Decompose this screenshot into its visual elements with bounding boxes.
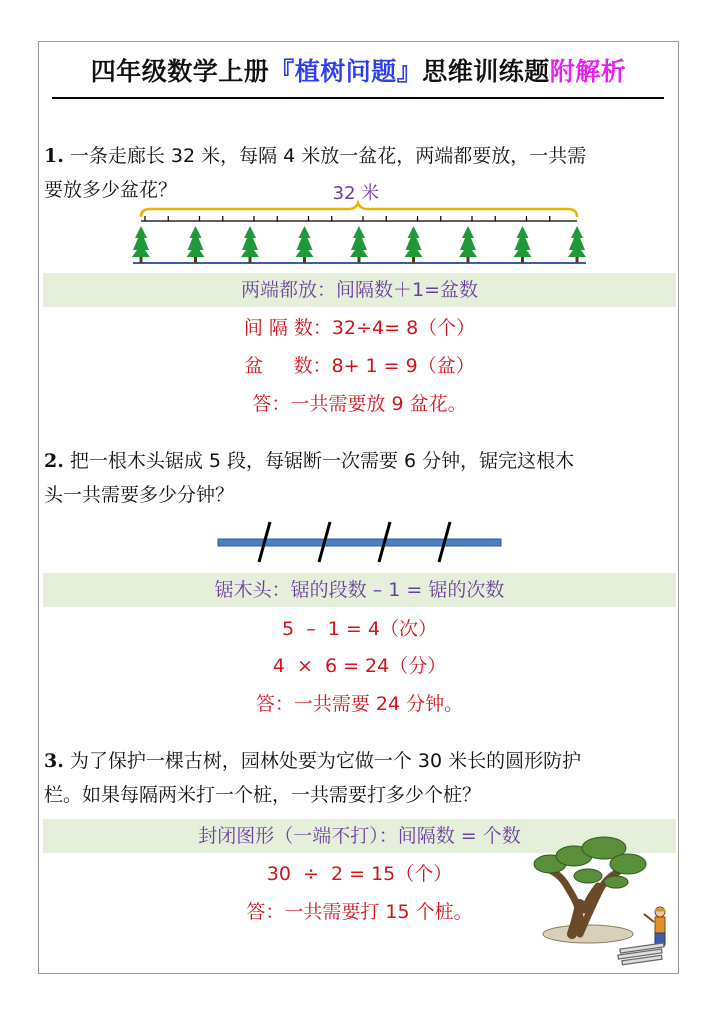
title-part-3: 思维训练题 — [422, 57, 550, 86]
q3-rule: 封闭图形（一端不打）：间隔数 = 个数 — [43, 819, 676, 853]
q2-log — [218, 539, 501, 546]
q2-number: 2. — [44, 450, 64, 472]
title-part-2: 『植树问题』 — [269, 57, 423, 86]
q3-text — [44, 744, 684, 812]
q1-rule: 两端都放：间隔数＋1=盆数 — [43, 273, 676, 307]
q1-number: 1. — [44, 145, 64, 167]
q2-rule: 锯木头：锯的段数 – 1 = 锯的次数 — [43, 573, 676, 607]
q1-calc-2: 盆 数：8+ 1 = 9（盆） — [244, 355, 475, 377]
q2-answer: 答：一共需要 24 分钟。 — [255, 693, 464, 715]
q2-line2: 头一共需要多少分钟？ — [44, 484, 235, 506]
q2-calc-1: 5 – 1 = 4（次） — [282, 618, 437, 640]
q3-answer: 答：一共需要打 15 个桩。 — [246, 901, 473, 923]
q3-line1: 为了保护一棵古树，园林处要为它做一个 30 米长的圆形防护 — [69, 750, 582, 772]
q2-calc-2: 4 × 6 = 24（分） — [272, 655, 447, 677]
q3-line2: 栏。如果每隔两米打一个桩，一共需要打多少个桩？ — [44, 784, 482, 806]
q1-answer: 答：一共需要放 9 盆花。 — [252, 393, 467, 415]
q2-line1: 把一根木头锯成 5 段，每锯断一次需要 6 分钟，锯完这根木 — [69, 450, 575, 472]
q1-calc-1: 间 隔 数：32÷4= 8（个） — [243, 317, 476, 339]
q1-line2: 要放多少盆花？ — [44, 179, 178, 201]
q1-line1: 一条走廊长 32 米，每隔 4 米放一盆花，两端都要放，一共需 — [69, 145, 587, 167]
q3-number: 3. — [44, 750, 64, 772]
q1-figure-label: 32 米 — [332, 183, 380, 204]
old-tree-illustration — [528, 830, 676, 970]
title-part-4: 附解析 — [549, 57, 627, 86]
q3-calc-1: 30 ÷ 2 = 15（个） — [266, 863, 453, 885]
title-part-1: 四年级数学上册 — [90, 57, 270, 86]
